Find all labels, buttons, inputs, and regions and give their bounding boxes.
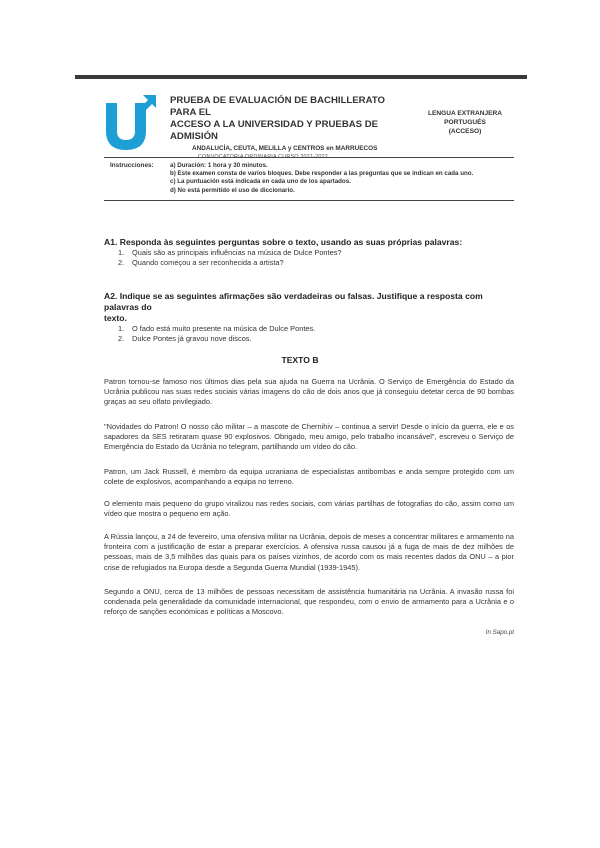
instruction-item: b) Este examen consta de varios bloques. Debe responder a las preguntas que se indican en cada uno. xyxy=(170,170,474,178)
convocatoria: CONVOCATORIA ORDINARIA CURSO 2021-2022 xyxy=(198,154,328,160)
exam-header xyxy=(104,93,514,160)
texto-b-title: TEXTO B xyxy=(281,355,319,365)
subject-line3: (ACCESO) xyxy=(448,128,482,135)
a2-item xyxy=(104,334,514,344)
exam-title-line2: ACCESO A LA UNIVERSIDAD Y PRUEBAS DE ADMISIÓN xyxy=(170,119,379,142)
a2-heading-line1: A2. Indique se as seguintes afirmações são verdadeiras ou falsas. Justifique a resposta com palavras do xyxy=(104,291,483,312)
top-rule xyxy=(75,75,527,79)
item-number: 2. xyxy=(118,334,125,343)
instructions-box xyxy=(104,157,514,201)
a2-item xyxy=(104,324,514,334)
a1-item xyxy=(104,258,514,268)
item-text: Quando começou a ser reconhecida a artista? xyxy=(132,258,284,267)
subject-line2: PORTUGUÉS xyxy=(444,119,486,126)
question-a2 xyxy=(104,291,514,344)
text-paragraph: A Rússia lançou, a 24 de fevereiro, uma ofensiva militar na Ucrânia, depois de meses a concentrar militares e armamento na fronteira com a justificação de estar a preparar exercícios. A ofensiva russa causou já a fuga de mais de dez milhões de pessoas, mais de 3,5 milhões das quais para os países vizinhos, de acordo com os mais recentes dados da ONU – a pior crise de refugiados na Europa desde a Segunda Guerra Mundial (1939-1945). xyxy=(104,532,514,572)
source-note: In Sapo.pt xyxy=(485,629,514,636)
instructions-list xyxy=(170,162,510,195)
subject-block xyxy=(416,109,514,136)
text-paragraph: O elemento mais pequeno do grupo viralizou nas redes sociais, com várias partilhas de fotografias do cão, assim como um vídeo que mostra o pequeno em ação. xyxy=(104,499,514,519)
text-paragraph: Patron tornou-se famoso nos últimos dias pela sua ajuda na Guerra na Ucrânia. O Serviço de Emergência do Estado da Ucrânia publicou nas suas redes sociais várias imagens do cão de dois anos que já conseguiu detetar cerca de 90 bombas graças ao seu olfato privilegiado. xyxy=(104,377,514,407)
item-number: 2. xyxy=(118,258,125,267)
question-a1 xyxy=(104,237,514,268)
university-logo-icon xyxy=(104,93,160,151)
instructions-label: Instrucciones: xyxy=(110,162,154,169)
a2-heading-line2: texto. xyxy=(104,313,127,323)
text-paragraph: Patron, um Jack Russell, é membro da equipa ucraniana de especialistas antibombas e anda sempre protegido com um colete de explosivos, acompanhando a equipa no terreno. xyxy=(104,467,514,487)
exam-title-line1: PRUEBA DE EVALUACIÓN DE BACHILLERATO PARA EL xyxy=(170,95,385,118)
item-number: 1. xyxy=(118,248,125,257)
a1-heading: A1. Responda às seguintes perguntas sobre o texto, usando as suas próprias palavras: xyxy=(104,237,463,247)
instruction-item: d) No está permitido el uso de diccionario. xyxy=(170,186,295,194)
regions: ANDALUCÍA, CEUTA, MELILLA y CENTROS en MARRUECOS xyxy=(192,145,378,152)
subject-line1: LENGUA EXTRANJERA xyxy=(427,110,503,117)
item-text: Quais são as principais influências na música de Dulce Pontes? xyxy=(132,248,342,257)
item-text: O fado está muito presente na música de Dulce Pontes. xyxy=(132,324,316,333)
item-number: 1. xyxy=(118,324,125,333)
item-text: Dulce Pontes já gravou nove discos. xyxy=(132,334,252,343)
text-paragraph: "Novidades do Patron! O nosso cão militar – a mascote de Chernihiv – continua a servir! Desde o início da guerra, ele e os sapadores da SES retiraram quase 90 explosivos. Obrigado, meu amigo, pelo trabalho incansável", escreveu o Serviço de Emergência do Estado da Ucrânia no telegram, partilhando um vídeo do cão. xyxy=(104,422,514,452)
text-paragraph: Segundo a ONU, cerca de 13 milhões de pessoas necessitam de assistência humanitária na Ucrânia. A invasão russa foi condenada pela generalidade da comunidade internacional, que respondeu, com o envio de armamento para a Ucrânia e o reforço de sanções económicas e políticas a Moscovo. xyxy=(104,587,514,617)
instruction-item: c) La puntuación está indicada en cada uno de los apartados. xyxy=(170,178,351,186)
instruction-item: a) Duración: 1 hora y 30 minutos. xyxy=(170,162,268,169)
exam-title-block xyxy=(170,95,410,160)
a1-item xyxy=(104,248,514,258)
